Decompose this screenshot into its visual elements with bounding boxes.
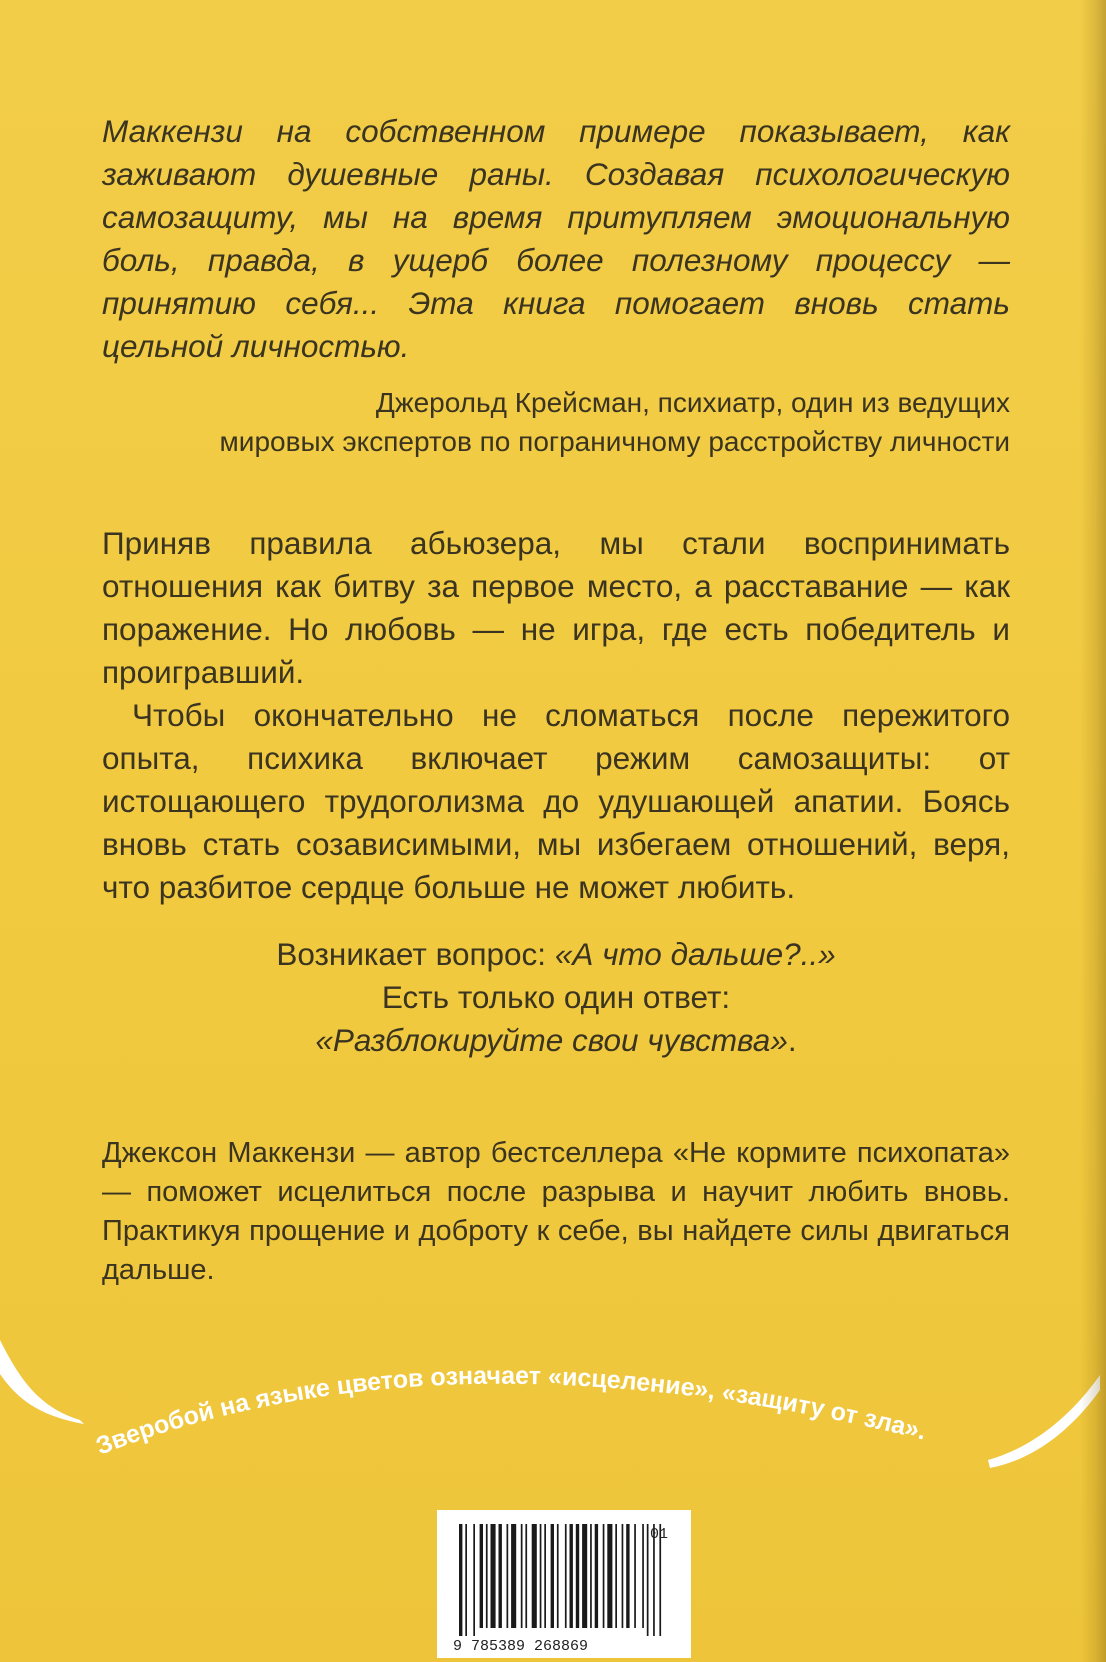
barcode-bar [486, 1524, 488, 1628]
barcode-graphic [437, 1510, 691, 1658]
barcode-bar [603, 1524, 605, 1628]
barcode-bar [507, 1524, 509, 1628]
barcode-bar [491, 1524, 496, 1628]
barcode-bar [615, 1524, 617, 1628]
description [102, 522, 1010, 909]
question-line-3 [102, 1019, 1010, 1062]
attribution-line-2: мировых экспертов по пограничному расстройству личности [219, 426, 1010, 457]
question-line-2: Есть только один ответ: [381, 979, 731, 1015]
barcode-bar [634, 1524, 636, 1628]
question-prefix: Возникает вопрос: [276, 936, 555, 972]
barcode-bar [480, 1524, 483, 1628]
barcode-bar [590, 1524, 592, 1628]
barcode-bar [540, 1524, 542, 1628]
barcode-bar [525, 1524, 527, 1628]
barcode-addon: 01 [650, 1526, 669, 1543]
quote-attribution [102, 383, 1010, 461]
question-block [102, 933, 1010, 1062]
barcode-bar [551, 1524, 554, 1628]
barcode-bars [459, 1524, 661, 1636]
author-blurb [102, 1134, 1010, 1290]
attribution-line-1: Джерольд Крейсман, психиатр, один из ведущих [375, 387, 1010, 418]
barcode-bar [607, 1524, 612, 1628]
barcode-bar [582, 1524, 587, 1628]
barcode-bar [642, 1524, 644, 1628]
barcode-bar [465, 1524, 467, 1636]
swoosh-left-stroke [0, 1340, 84, 1424]
barcode-bar [544, 1524, 546, 1628]
barcode-bar [532, 1524, 537, 1628]
description-paragraph-2: Чтобы окончательно не сломаться после пережитого опыта, психика включает режим самозащиты: от истощающего трудоголизма до удушающей апатии. Боясь вновь стать созависимыми, мы избегаем отношений, веря, что разбитое сердце больше не может любить. [102, 697, 1010, 905]
barcode-bar [570, 1524, 573, 1628]
barcode-bar [565, 1524, 567, 1628]
answer-end: . [787, 1022, 797, 1058]
barcode-bar [626, 1524, 629, 1628]
question-text: «А что дальше?..» [554, 936, 836, 972]
author-blurb-text: Джексон Маккензи — автор бестселлера «Не кормите психопата» — поможет исцелиться после разрыва и научит любить вновь. Практикуя прощение и доброту к себе, вы найдете силы двигаться дальше. [102, 1137, 1010, 1286]
curved-tagline [92, 1362, 929, 1461]
barcode-bar [521, 1524, 523, 1628]
review-quote-text: Маккензи на собственном примере показывает, как заживают душевные раны. Создавая психологическую самозащиту, мы на время притупляем эмоциональную боль, правда, в ущерб более полезному процессу — принятию себя... Эта книга помогает вновь стать цельной личностью. [102, 113, 1010, 364]
description-paragraph-1: Приняв правила абьюзера, мы стали воспринимать отношения как битву за первое место, а расставание — как поражение. Но любовь — не игра, где есть победитель и проигравший. [102, 525, 1010, 690]
barcode-bar [557, 1524, 559, 1628]
barcode-digits: 9 785389 268869 [453, 1638, 589, 1655]
barcode-bar [511, 1524, 516, 1628]
barcode-bar [622, 1524, 624, 1628]
barcode-bar [647, 1524, 649, 1636]
barcode-bar [459, 1524, 462, 1636]
answer-text: «Разблокируйте свои чувства» [315, 1022, 788, 1058]
question-line-1 [102, 933, 1010, 976]
curved-tagline-text: Зверобой на языке цветов означает «исцеление», «защиту от зла». [92, 1361, 930, 1461]
barcode-bar [576, 1524, 579, 1628]
review-quote [102, 110, 1010, 368]
barcode-bar [473, 1524, 475, 1636]
barcode-bar [499, 1524, 502, 1628]
barcode [437, 1510, 691, 1658]
barcode-bar [595, 1524, 598, 1628]
spine-edge-shadow [1080, 0, 1106, 1662]
